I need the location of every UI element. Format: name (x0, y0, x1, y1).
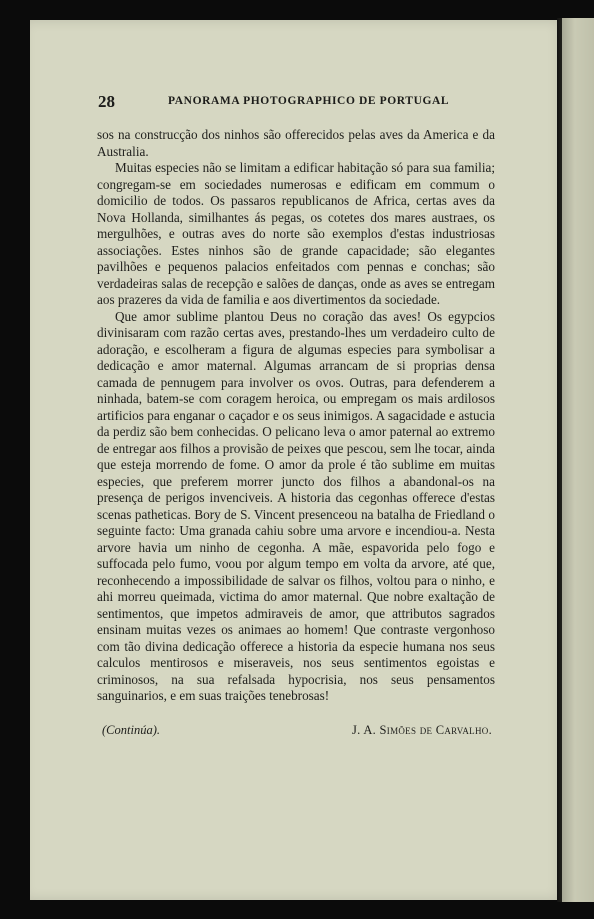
article-footer (100, 723, 492, 741)
paragraph-continuation: sos na construcção dos ninhos são offerecidos pelas aves da America e da Australia. (97, 127, 495, 159)
paragraph-bird-love: Que amor sublime plantou Deus no coração das aves! Os egypcios divinisaram com razão certas aves, prestando-lhes um verdadeiro culto de adoração, e escolheram a figura de algumas especies para symbolisar a dedicação e amor maternal. Algumas arrancam de si proprias densa camada de pennugem para involver os ovos. Outras, para defenderem a ninhada, batem-se com coragem heroica, ou empregam os mais ardilosos artificios para enganar o caçador e os seus inimigos. A sagacidade e astucia da perdiz são bem conhecidas. O pelicano leva o amor paternal ao extremo de entregar aos filhos a provisão de peixes que pescou, sem lhe tocar, ainda que esteja morrendo de fome. O amor da prole é tão sublime em muitas especies, que preferem morrer juncto dos filhos a abandonal-os na presença de perigos invenciveis. A historia das cegonhas offerece d'estas scenas patheticas. Bory de S. Vincent presenceou na batalha de Friedland o seguinte facto: Uma granada cahiu sobre uma arvore e incendiou-a. Nesta arvore havia um ninho de cegonha. A mãe, espavorida pelo fogo e suffocada pelo fumo, voou por algum tempo em volta da arvore, até que, reconhecendo a impossibilidade de salvar os filhos, voltou para o ninho, e ahi morreu queimada, victima do amor maternal. Que nobre exaltação de sentimentos, que impetos admiraveis de amor, que attributos sagrados ensinam muitas vezes os animaes ao homem! Que contraste vergonhoso com tão divina dedicação offerece a historia da especie humana nos seus calculos mentirosos e miseraveis, nos seus sentimentos egoistas e criminosos, na sua refalsada hypocrisia, nos seus pensamentos sanguinarios, e em suas traições tenebrosas! (97, 308, 495, 703)
author-signature: J. A. Simões de Carvalho. (352, 723, 492, 737)
page-number: 28 (98, 92, 115, 111)
next-page-edge (562, 18, 594, 902)
article-body (97, 127, 495, 705)
running-title: PANORAMA PHOTOGRAPHICO DE PORTUGAL (168, 95, 450, 107)
page-header (98, 92, 498, 112)
paragraph-bird-societies: Muitas especies não se limitam a edificar habitação só para sua familia; congregam-se em sociedades numerosas e edificam em commum o domicilio de todos. Os passaros republicanos de Africa, certas aves da Nova Hollanda, similhantes ás pegas, os cotetes dos mares austraes, os mergulhões, e outras aves do norte são exemplos d'estas industriosas associações. Estes ninhos são de grande capacidade; são elegantes pavilhões e pequenos palacios enfeitados com pennas e conchas; são verdadeiras salas de recepção e salões de danças, onde as aves se entregam aos prazeres da vida de familia e aos divertimentos da sociedade. (97, 160, 495, 307)
continued-note: (Continúa). (102, 723, 160, 737)
